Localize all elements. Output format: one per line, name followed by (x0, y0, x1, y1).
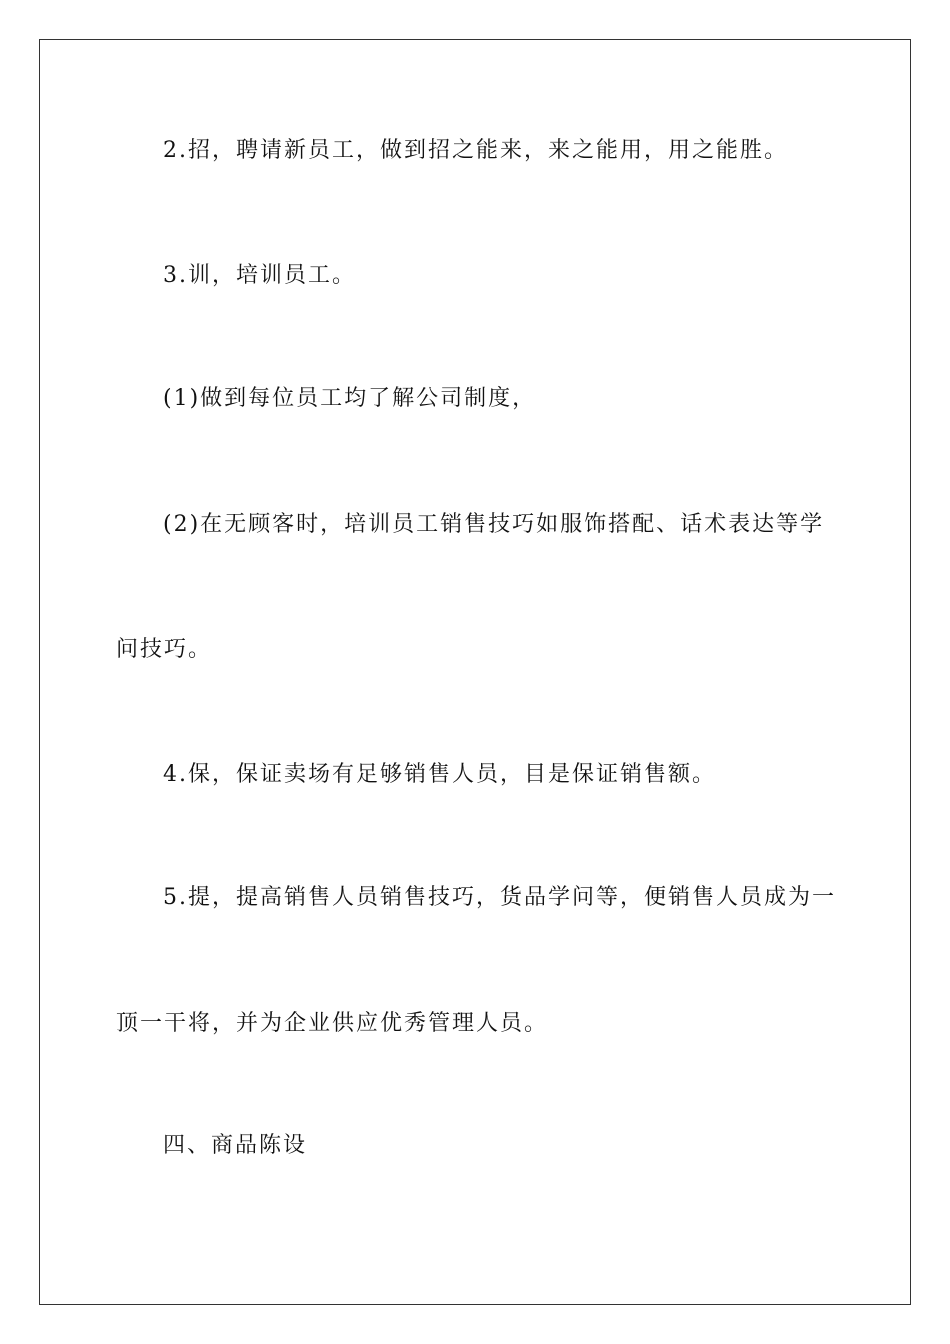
paragraph-improve-cont: 顶一干将，并为企业供应优秀管理人员。 (116, 1011, 549, 1036)
paragraph-recruit: 2.招，聘请新员工，做到招之能来，来之能用，用之能胜。 (163, 138, 788, 163)
page-border (39, 39, 911, 1305)
paragraph-train: 3.训，培训员工。 (163, 263, 356, 288)
paragraph-train-item-2-cont: 问技巧。 (116, 637, 213, 662)
paragraph-train-item-1: (1)做到每位员工均了解公司制度， (163, 386, 537, 411)
paragraph-improve: 5.提，提高销售人员销售技巧，货品学问等，便销售人员成为一 (163, 885, 836, 910)
paragraph-train-item-2: (2)在无顾客时，培训员工销售技巧如服饰搭配、话术表达等学 (163, 512, 825, 537)
section-heading: 四、商品陈设 (163, 1133, 308, 1158)
paragraph-ensure: 4.保，保证卖场有足够销售人员，目是保证销售额。 (163, 762, 716, 787)
